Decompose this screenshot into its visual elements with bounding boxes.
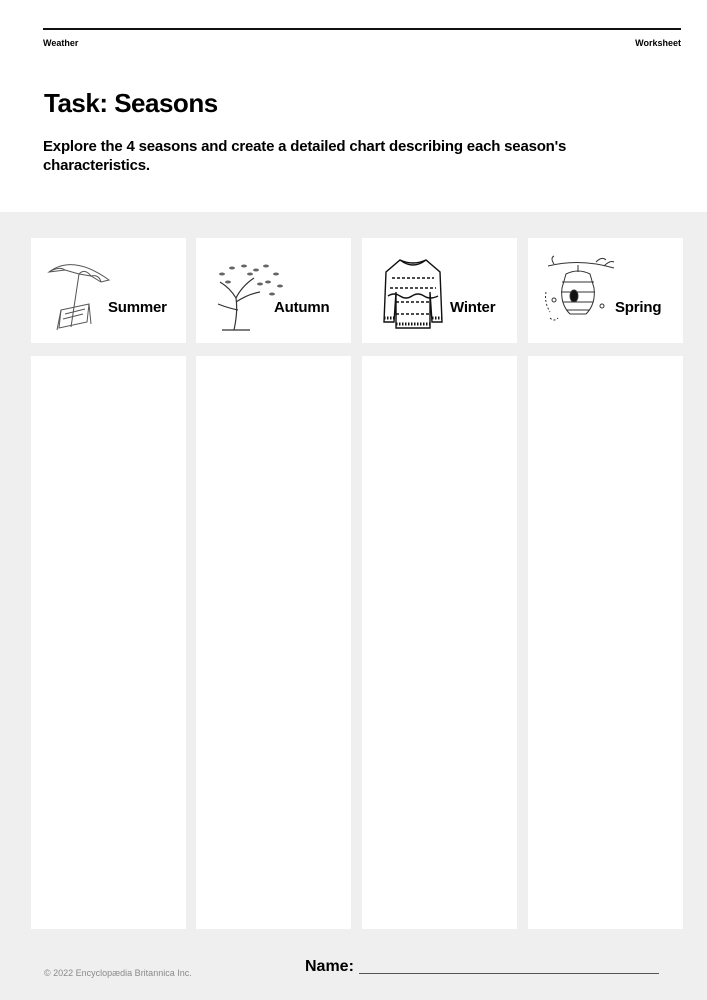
windblown-tree-icon: [208, 252, 286, 332]
season-label-summer: Summer: [108, 299, 167, 316]
sweater-icon: [374, 252, 452, 332]
season-label-winter: Winter: [450, 299, 496, 316]
writing-column-winter[interactable]: [362, 356, 517, 929]
season-card-summer: [31, 238, 186, 343]
copyright-notice: © 2022 Encyclopædia Britannica Inc.: [44, 968, 192, 978]
writing-column-spring[interactable]: [528, 356, 683, 929]
beehive-icon: [540, 252, 618, 332]
header-doc-type: Worksheet: [635, 38, 681, 48]
header-rule: [43, 28, 681, 30]
header-subject: Weather: [43, 38, 79, 48]
writing-column-autumn[interactable]: [196, 356, 351, 929]
page-title: Task: Seasons: [44, 88, 218, 118]
season-card-spring: [528, 238, 683, 343]
name-field-line[interactable]: [359, 973, 659, 974]
season-label-autumn: Autumn: [274, 299, 330, 316]
season-card-winter: [362, 238, 517, 343]
season-card-autumn: [196, 238, 351, 343]
beach-umbrella-chair-icon: [43, 252, 121, 332]
instructions: Explore the 4 seasons and create a detailed chart describing each season's characteristics.: [43, 138, 567, 174]
season-label-spring: Spring: [615, 299, 662, 316]
name-label: Name:: [305, 958, 354, 975]
writing-column-summer[interactable]: [31, 356, 186, 929]
